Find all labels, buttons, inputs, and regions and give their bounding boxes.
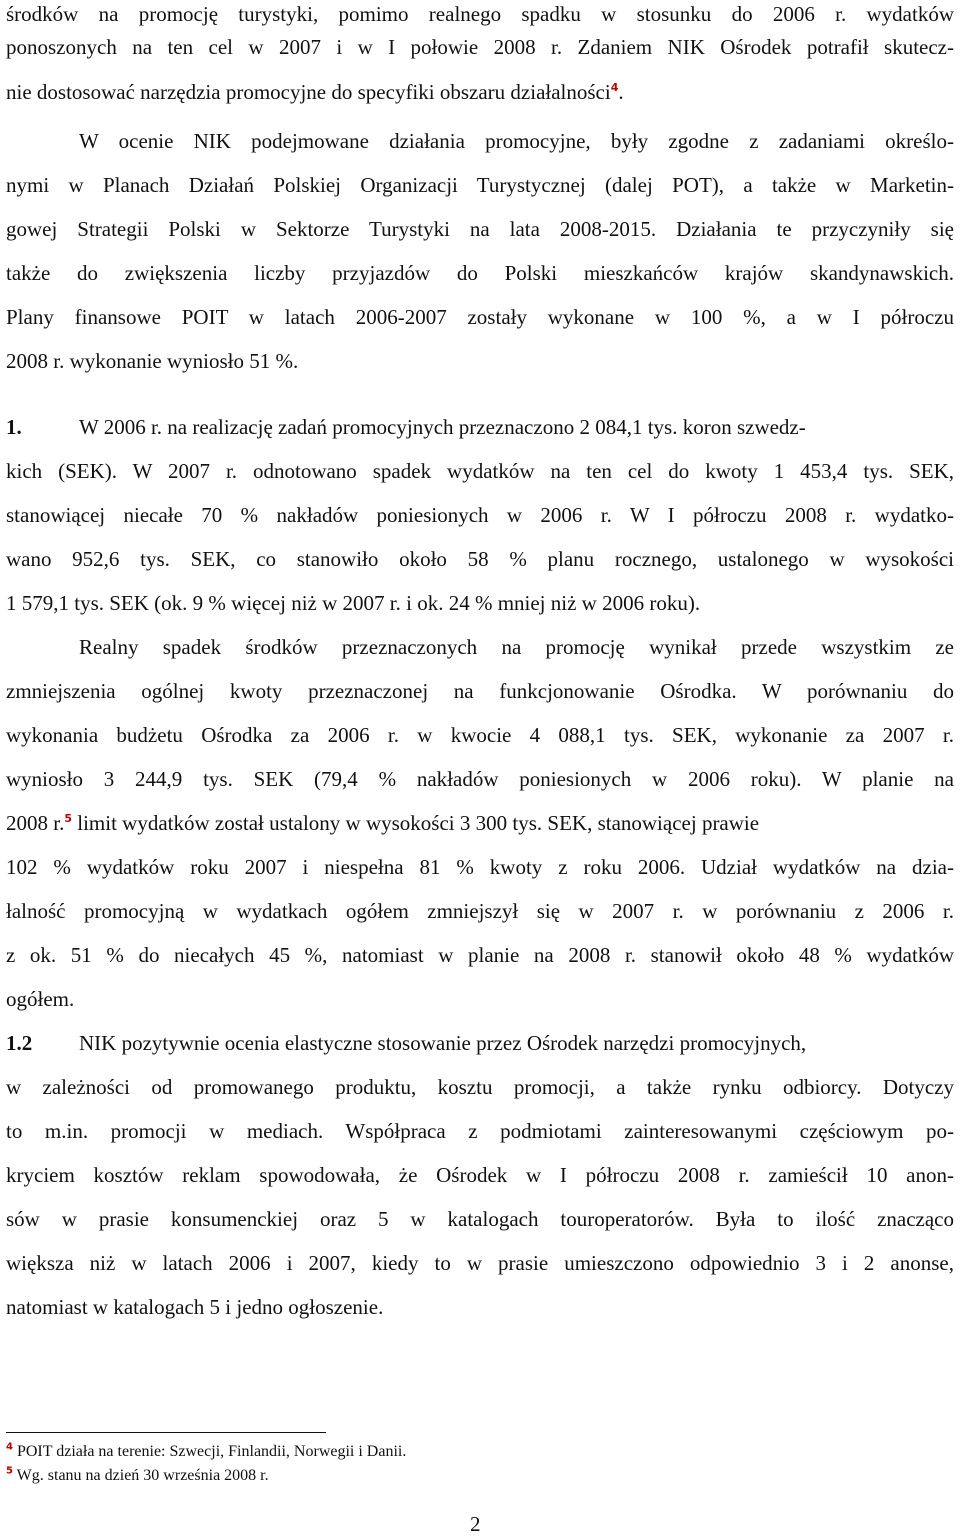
footnote bbox=[6, 1466, 269, 1486]
paragraph-line: zmniejszenia ogólnej kwoty przeznaczonej na funkcjonowanie Ośrodka. W porównaniu do bbox=[6, 679, 954, 703]
paragraph-line: ogółem. bbox=[6, 987, 75, 1011]
paragraph-line: Realny spadek środków przeznaczonych na promocję wynikał przede wszystkim ze bbox=[79, 635, 954, 659]
paragraph-line: gowej Strategii Polski w Sektorze Turystyki na lata 2008-2015. Działania te przyczyniły się bbox=[6, 217, 954, 241]
paragraph-line: środków na promocję turystyki, pomimo realnego spadku w stosunku do 2006 r. wydatków bbox=[6, 2, 954, 26]
section-heading-line bbox=[6, 1029, 954, 1057]
paragraph-line: w zależności od promowanego produktu, kosztu promocji, a także rynku odbiorcy. Dotyczy bbox=[6, 1075, 954, 1099]
paragraph-line: ponoszonych na ten cel w 2007 i w I połowie 2008 r. Zdaniem NIK Ośrodek potrafił skutecz- bbox=[6, 35, 954, 59]
footnote-mark: 4 bbox=[6, 1441, 13, 1453]
paragraph-line bbox=[6, 78, 954, 106]
section-number: 1. bbox=[6, 415, 22, 439]
paragraph-line: łalność promocyjną w wydatkach ogółem zmniejszył się w 2007 r. w porównaniu z 2006 r. bbox=[6, 899, 954, 923]
paragraph-line: to m.in. promocji w mediach. Współpraca z podmiotami zainteresowanymi częściowym po- bbox=[6, 1119, 954, 1143]
footnote-ref-4[interactable]: 4 bbox=[610, 81, 619, 94]
section-heading-line bbox=[6, 413, 954, 441]
line-text: W 2006 r. na realizację zadań promocyjnych przeznaczono 2 084,1 tys. koron szwedz- bbox=[79, 415, 806, 439]
section-number: 1.2 bbox=[6, 1031, 33, 1055]
paragraph-line: wano 952,6 tys. SEK, co stanowiło około 58 % planu rocznego, ustalonego w wysokości bbox=[6, 547, 954, 571]
paragraph-line: W ocenie NIK podejmowane działania promocyjne, były zgodne z zadaniami określo- bbox=[79, 129, 954, 153]
paragraph-line: większa niż w latach 2006 i 2007, kiedy to w prasie umieszczono odpowiednio 3 i 2 anonse, bbox=[6, 1251, 954, 1275]
line-text: nie dostosować narzędzia promocyjne do specyfiki obszaru działalności bbox=[6, 80, 611, 104]
paragraph-line: 1 579,1 tys. SEK (ok. 9 % więcej niż w 2007 r. i ok. 24 % mniej niż w 2006 roku). bbox=[6, 591, 701, 615]
page-number: 2 bbox=[470, 1512, 481, 1536]
footnote-separator bbox=[6, 1432, 326, 1433]
line-text-rest: limit wydatków został ustalony w wysokości 3 300 tys. SEK, stanowiącej prawie bbox=[72, 811, 760, 835]
paragraph-line bbox=[6, 809, 954, 837]
paragraph-line: natomiast w katalogach 5 i jedno ogłoszenie. bbox=[6, 1295, 384, 1319]
paragraph-line: sów w prasie konsumenckiej oraz 5 w katalogach touroperatorów. Była to ilość znacząco bbox=[6, 1207, 954, 1231]
paragraph-line: kich (SEK). W 2007 r. odnotowano spadek wydatków na ten cel do kwoty 1 453,4 tys. SEK, bbox=[6, 459, 954, 483]
footnote-text: POIT działa na terenie: Szwecji, Finlandii, Norwegii i Danii. bbox=[12, 1443, 407, 1460]
paragraph-line: kryciem kosztów reklam spowodowała, że Ośrodek w I półroczu 2008 r. zamieścił 10 anon- bbox=[6, 1163, 954, 1187]
paragraph-line: wykonania budżetu Ośrodka za 2006 r. w kwocie 4 088,1 tys. SEK, wykonanie za 2007 r. bbox=[6, 723, 954, 747]
paragraph-line: Plany finansowe POIT w latach 2006-2007 zostały wykonane w 100 %, a w I półroczu bbox=[6, 305, 954, 329]
paragraph-line: z ok. 51 % do niecałych 45 %, natomiast w planie na 2008 r. stanowił około 48 % wydatków bbox=[6, 943, 954, 967]
footnote-text: Wg. stanu na dzień 30 września 2008 r. bbox=[12, 1467, 269, 1484]
paragraph-line: 2008 r. wykonanie wyniosło 51 %. bbox=[6, 349, 299, 373]
footnote-ref-5[interactable]: 5 bbox=[64, 812, 72, 825]
line-text-end: . bbox=[618, 80, 624, 104]
paragraph-line: stanowiącej niecałe 70 % nakładów poniesionych w 2006 r. W I półroczu 2008 r. wydatko- bbox=[6, 503, 954, 527]
footnote-mark: 5 bbox=[6, 1465, 13, 1477]
footnote bbox=[6, 1442, 406, 1462]
paragraph-line: 102 % wydatków roku 2007 i niespełna 81 % kwoty z roku 2006. Udział wydatków na dzia- bbox=[6, 855, 954, 879]
paragraph-line: wyniosło 3 244,9 tys. SEK (79,4 % nakładów poniesionych w 2006 roku). W planie na bbox=[6, 767, 954, 791]
line-text: 2008 r. bbox=[6, 811, 65, 835]
paragraph-line: także do zwiększenia liczby przyjazdów do Polski mieszkańców krajów skandynawskich. bbox=[6, 261, 954, 285]
line-text: NIK pozytywnie ocenia elastyczne stosowanie przez Ośrodek narzędzi promocyjnych, bbox=[79, 1031, 807, 1055]
paragraph-line: nymi w Planach Działań Polskiej Organizacji Turystycznej (dalej POT), a także w Marketin- bbox=[6, 173, 954, 197]
